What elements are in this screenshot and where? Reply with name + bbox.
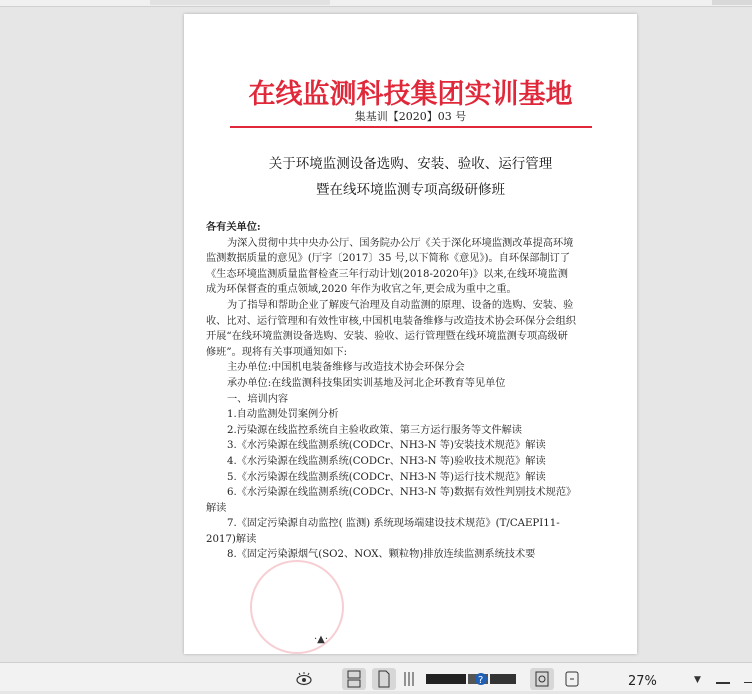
status-bar [0,662,752,691]
single-page-button[interactable] [342,668,366,690]
document-number: 集基训【2020】03 号 [354,110,467,123]
list-item: 8.《固定污染源烟气(SO2、NOX、颗粒物)排放连续监测系统技术要 [227,549,536,561]
fit-width-icon [424,668,520,690]
organizer-unit: 承办单位:在线监测科技集团实训基地及河北企环教育等见单位 [227,377,506,389]
document-body [206,220,576,563]
list-item: 1.自动监测处罚案例分析 [227,409,339,421]
book-view-icon [400,668,424,690]
zoom-slider[interactable] [744,682,752,683]
subject-line-2: 暨在线环境监测专项高级研修班 [316,182,505,198]
page-navigation-strip[interactable] [424,668,520,690]
top-toolbar-edge [0,0,752,7]
list-item: 6.《水污染源在线监测系统(CODCr、NH3-N 等)数据有效性判别技术规范》解读 [206,487,572,514]
zoom-level[interactable]: 27% [628,674,657,689]
red-divider [230,126,592,128]
window-controls[interactable] [712,0,752,5]
official-seal [250,560,344,654]
chevron-down-icon[interactable]: ▼ [694,675,701,685]
list-item: 5.《水污染源在线监测系统(CODCr、NH3-N 等)运行技术规范》解读 [227,471,546,483]
list-item: 3.《水污染源在线监测系统(CODCr、NH3-N 等)安装技术规范》解读 [227,440,546,452]
fit-page-icon [530,668,554,690]
list-item: 7.《固定污染源自动监控( 监测) 系统现场端建设技术规范》(T/CAEPI11-2017)解读 [206,518,560,545]
continuous-page-button[interactable] [372,668,396,690]
rotate-icon [560,668,584,690]
zoom-out-button[interactable] [716,682,730,684]
host-unit: 主办单位:中国机电装备维修与改造技术协会环保分会 [227,362,465,374]
rotate-button[interactable] [560,668,584,690]
page-footer-mark: ·▲· [314,634,329,645]
paragraph-1: 为深入贯彻中共中央办公厅、国务院办公厅《关于深化环境监测改革提高环境监测数据质量的意见》(厅字〔2017〕35 号,以下简称《意见》)。自环保部制订了《生态环境监测质量监督检查三年行动计划(2018-2020年)》以来,在线环境监测成为环保督查的重点领域,2020 年作为收官之年,更会成为重中之重。 [206,237,574,296]
book-view-button[interactable] [400,668,424,690]
paragraph-2: 为了指导和帮助企业了解废气治理及自动监测的原理、设备的选购、安装、验收、比对、运行管理和有效性审核,中国机电装备维修与改造技术协会环保分会组织开展“在线环境监测设备选购、安装、验收、运行管理暨在线环境监测专项高级研修班”。现将有关事项通知如下: [206,299,576,358]
svg-text:?: ? [478,675,484,686]
fit-page-button[interactable] [530,668,554,690]
tab-strip[interactable] [150,0,330,5]
section-heading: 一、培训内容 [227,393,289,405]
document-page [184,14,637,654]
subject-line-1: 关于环境监测设备选购、安装、验收、运行管理 [268,156,553,172]
eye-icon[interactable] [296,671,312,687]
single-page-icon [342,668,366,690]
document-title: 在线监测科技集团实训基地 [248,79,573,110]
continuous-page-icon [372,668,396,690]
list-item: 2.污染源在线监控系统自主验收政策、第三方运行服务等文件解读 [227,424,522,436]
list-item: 4.《水污染源在线监测系统(CODCr、NH3-N 等)验收技术规范》解读 [227,455,546,467]
salutation: 各有关单位: [206,221,261,233]
